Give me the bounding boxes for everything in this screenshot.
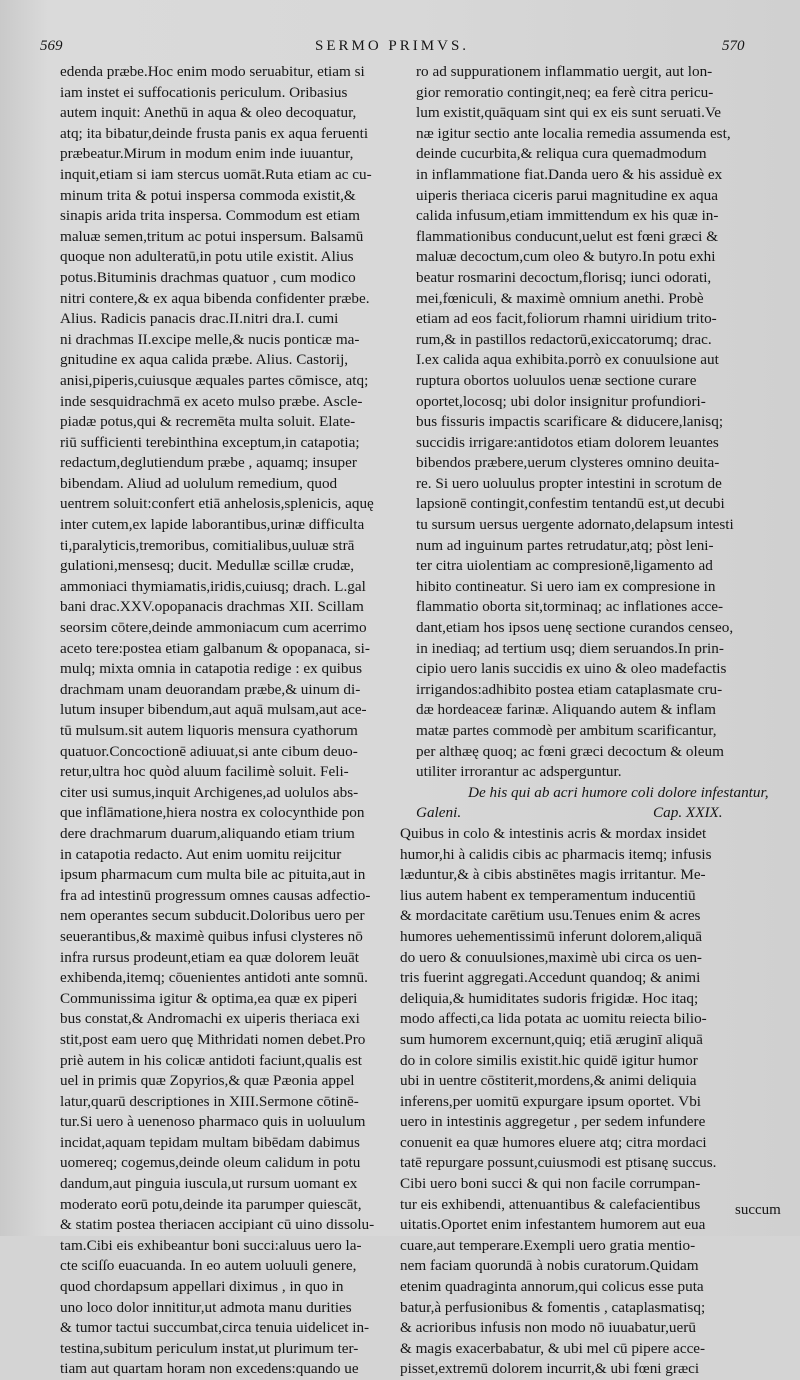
text-line: uiperis theriaca ciceris parui magnitudine ex aqua — [416, 186, 718, 204]
text-line: do uero & conuulsiones,maximè ubi circa os uen- — [400, 948, 702, 966]
text-line: Cibi uero boni succi & qui non facile corrumpan- — [400, 1175, 701, 1193]
text-line: pisset,extremū dolorem incurrit,& ubi fœni græci — [400, 1360, 700, 1378]
text-line: & tumor tactui succumbat,circa tenuia uidelicet in- — [60, 1319, 370, 1337]
text-line: inter cutem,ex lapide laborantibus,urinæ difficulta — [60, 516, 365, 534]
text-line: gior remoratio contingit,neq; ea ferè citra pericu- — [416, 83, 714, 101]
text-line: etiam ad eos facit,foliorum rhamni uiridium trito- — [416, 310, 717, 328]
text-line: inferens,per uomitū expurgare ipsum oportet. Vbi — [400, 1092, 702, 1110]
text-line: infra rursus prodeunt,etiam ea quæ dolorem leuāt — [60, 948, 360, 966]
text-line: citer usi sumus,inquit Archigenes,ad uolulos abs- — [60, 783, 359, 801]
text-line: læduntur,& à cibis abstinētes magis irritantur. Me- — [400, 866, 706, 884]
text-line: bus constat,& Andromachi ex uiperis theriaca exi — [60, 1010, 360, 1028]
text-line: tur eis exhibendi, attenuantibus & calefacientibus — [400, 1195, 701, 1213]
text-line: uel in primis quæ Zopyrios,& quæ Pæonia appel — [60, 1072, 355, 1090]
text-line: hibito contineatur. Si uero iam ex compresione in — [416, 577, 716, 595]
left-column — [60, 62, 390, 1380]
text-line: nitri contere,& ex aqua bibenda confidenter præbe. — [60, 289, 370, 307]
text-line: seuerantibus,& maximè quibus infusi clysteres nō — [60, 927, 363, 945]
text-line: uentrem soluit:confert etiā anhelosis,splenicis, aquę — [60, 495, 374, 513]
text-line: lapsionē contingit,confestim tentandū est,ut decubi — [416, 495, 725, 513]
text-line: piadæ potus,qui & recremēta multa soluit. Elate- — [60, 413, 356, 431]
text-line: calida infusum,etiam immittendum ex his quæ in- — [416, 207, 719, 225]
text-line: testina,subitum periculum instat,ut plurimum ter- — [60, 1339, 359, 1357]
text-line: beatur rosmarini decoctum,florisq; iunci odorati, — [416, 268, 712, 286]
text-line: & mordacitate carētium usu.Tenues enim & acres — [400, 907, 701, 925]
text-line: potus.Bituminis drachmas quatuor , cum modico — [60, 268, 356, 286]
text-line: flammatio oborta sit,torminaq; ac inflationes acce- — [416, 598, 724, 616]
text-line: maluæ semen,tritum ac potui inspersum. Balsamū — [60, 227, 364, 245]
text-line: humor,hi à calidis cibis ac pharmacis itemq; infusis — [400, 845, 712, 863]
text-line: & statim postea theriacen accipiant cū uino dissolu- — [60, 1216, 375, 1234]
text-line: deinde cucurbita,& reliqua cura quemadmodum — [416, 145, 707, 163]
text-line: aceto tere:postea etiam galbanum & opopanaca, si- — [60, 639, 370, 657]
text-line: tu sursum uersus uergente adornato,delapsum intesti — [416, 516, 734, 534]
text-line: dandum,aut pinguia iuscula,ut rursum uomant ex — [60, 1175, 358, 1193]
text-line: tū mulsum.sit autem liquoris mensura cyathorum — [60, 722, 358, 739]
page-number-left: 569 — [40, 38, 63, 54]
text-line: minum trita & potui inspersa commoda existit,& — [60, 186, 356, 204]
text-line: stit,post eam uero quę Mithridati nomen debet.Pro — [60, 1030, 366, 1048]
text-line: tatē repurgare possunt,cuiusmodi est ptisanę succus. — [400, 1154, 717, 1172]
text-line: uitatis.Oportet enim infestantem humorem aut eua — [400, 1216, 706, 1234]
text-line: Alius. Radicis panacis drac.II.nitri dra.I. cumi — [60, 310, 339, 328]
text-line: nem faciam quorundā à nobis curatorum.Quidam — [400, 1257, 699, 1275]
text-line: do in colore similis existit.hic quidē igitur humor — [400, 1051, 698, 1069]
text-line: cipio uero lanis succidis ex uino & oleo madefactis — [416, 660, 727, 678]
page-number-right: 570 — [722, 38, 745, 54]
text-line: Quibus in colo & intestinis acris & mordax insidet — [400, 824, 707, 842]
text-line: ter citra uiolentiam ac compresionē,ligamento ad — [416, 557, 713, 575]
text-line: seorsim cōtere,deinde ammoniacum cum acerrimo — [60, 619, 367, 637]
text-line: priè autem in his colicæ antidoti faciunt,qualis est — [60, 1051, 362, 1069]
text-line: bibendam. Aliud ad uolulum remedium, quod — [60, 474, 338, 492]
text-line: sinapis arida trita inspersa. Commodum est etiam — [60, 207, 360, 225]
text-line: in inflammatione fiat.Danda uero & his assiduè ex — [416, 165, 723, 183]
text-line: humores uehementissimū inferunt dolorem,aliquā — [400, 927, 702, 945]
text-line: modo affecti,ca lida potata ac uomitu reiecta bilio- — [400, 1010, 707, 1028]
text-line: Communissima igitur & optima,ea quæ ex piperi — [60, 989, 358, 1007]
text-line: bibendos præbere,uerum clysteres omnino deuita- — [416, 454, 720, 472]
text-line: autem inquit: Anethū in aqua & oleo decoquatur, — [60, 104, 357, 122]
text-line: etenim quadraginta annorum,qui colicus esse puta — [400, 1278, 704, 1296]
text-line: ubi in uentre cōstiterit,mordens,& animi deliquia — [400, 1072, 697, 1090]
text-line: lius autem habent ex temperamentum inducentiū — [400, 886, 696, 904]
text-line: dæ hordeaceæ farinæ. Aliquando autem & inflam — [416, 701, 716, 719]
text-line: cte sciſſo euacuanda. In eo autem uoluuli genere, — [60, 1257, 357, 1275]
text-line: inde sesquidrachmā ex aceto mulso præbe. Ascle- — [60, 392, 363, 410]
text-line: tam.Cibi eis exhibeantur boni succi:aluus uero la- — [60, 1236, 362, 1254]
right-column-text-top — [416, 62, 772, 783]
text-line: mulq; mixta omnia in catapotia redige : ex quibus — [60, 660, 362, 678]
page-header — [0, 38, 800, 58]
text-line: sum humorem excernunt,quiq; etiā æruginī aliquā — [400, 1030, 703, 1048]
text-line: batur,à perfusionibus & fomentis , cataplasmatisq; — [400, 1298, 706, 1316]
text-line: conuenit ea quæ humores eluere atq; citra mordaci — [400, 1133, 707, 1151]
text-line: gnitudine ex aqua calida præbe. Alius. Castorij, — [60, 351, 349, 369]
text-line: I.ex calida aqua exhibita.porrò ex conuulsione aut — [416, 351, 719, 369]
text-line: latur,quarū descriptiones in XIII.Sermone cōtinē- — [60, 1092, 359, 1110]
text-line: in catapotia redacto. Aut enim uomitu reijcitur — [60, 845, 342, 863]
text-line: incidat,aquam tepidam multam bibēdam dabimus — [60, 1133, 360, 1151]
text-line: maluæ decoctum,cum oleo & butyro.In potu exhi — [416, 248, 716, 266]
text-line: quatuor.Concoctionē adiuuat,si ante cibum deuo- — [60, 742, 358, 760]
text-line: iam instet ei suffocationis periculum. Oribasius — [60, 83, 348, 101]
text-line: ti,paralyticis,tremoribus, comitialibus,uuluæ strā — [60, 536, 355, 554]
text-line: in inediaq; ad tertium usq; diem seruandos.In prin- — [416, 639, 724, 657]
text-line: retur,ultra hoc quòd aluum facilimè soluit. Feli- — [60, 763, 349, 781]
text-line: matæ partes commodè per ambitum scarificantur, — [416, 722, 717, 739]
text-line: flammationibus conducunt,uelut est fœni græci & — [416, 227, 719, 245]
chapter-title: De his qui ab acri humore coli dolore infestantur, — [468, 783, 769, 801]
text-line: anisi,piperis,cuiusque æquales partes cōmisce, atq; — [60, 371, 369, 389]
text-line: uomereq; cogemus,deinde oleum calidum in potu — [60, 1154, 361, 1172]
catchword: succum — [735, 1202, 781, 1218]
text-line: inquit,etiam si iam stercus uomāt.Ruta etiam ac cu- — [60, 165, 372, 183]
text-line: quod chordapsum appellari diximus , in quo in — [60, 1278, 344, 1296]
text-line: fra ad intestinū progressum omnes causas adfectio- — [60, 886, 371, 904]
text-line: tris fuerint aggregati.Accedunt quandoq; & animi — [400, 969, 701, 987]
text-line: que inflāmatione,hiera nostra ex colocynthide pon — [60, 804, 365, 822]
text-line: irrigandos:adhibito postea etiam cataplasmate cru- — [416, 680, 723, 698]
text-line: mei,fœniculi, & maximè omnium anethi. Probè — [416, 289, 704, 307]
text-line: næ igitur sectio ante localia remedia assumenda est, — [416, 124, 731, 142]
text-line: oportet,locosq; ubi dolor insignitur profundiori- — [416, 392, 706, 410]
right-column-text-bottom — [400, 824, 772, 1380]
running-title: SERMO PRIMVS. — [315, 38, 470, 54]
text-line: dant,etiam hos ipsos uenę sectione curandos censeo, — [416, 619, 734, 637]
text-line: ipsum pharmacum cum multa bile ac pituita,aut in — [60, 866, 366, 884]
chapter-source: Galeni. — [416, 804, 462, 822]
text-line: atq; ita bibatur,deinde frusta panis ex aqua feruenti — [60, 124, 369, 142]
text-line: lutum insuper bibendum,aut aquā mulsam,aut ace- — [60, 701, 367, 719]
text-line: succidis irrigare:antidotos etiam dolorem leuantes — [416, 433, 719, 451]
text-line: tur.Si uero à uenenoso pharmaco quis in uoluulum — [60, 1113, 366, 1131]
text-line: rum,& in pastillos redactorū,exiccatorumq; drac. — [416, 330, 712, 348]
text-line: moderato eorū potu,deinde ita parumper quiescāt, — [60, 1195, 362, 1213]
text-line: ni drachmas II.excipe melle,& nucis ponticæ ma- — [60, 330, 360, 348]
text-line: tiam aut quartam horam non excedens:quando ue — [60, 1360, 359, 1378]
chapter-heading-line — [416, 803, 772, 824]
text-line: re. Si uero uoluulus propter intestini in scrotum de — [416, 474, 722, 492]
text-line: deliquia,& humiditates sudoris frigidæ. Hoc itaq; — [400, 989, 699, 1007]
text-line: uno loco dolor innititur,ut admota manu durities — [60, 1298, 352, 1316]
text-line: quoque non adulteratū,in potu utile existit. Alius — [60, 248, 354, 266]
text-line: ro ad suppurationem inflammatio uergit, aut lon- — [416, 63, 713, 80]
text-line: gulationi,mensesq; ducit. Medullæ scillæ crudæ, — [60, 557, 355, 575]
text-line: ruptura obortos uoluulos uenæ sectione curare — [416, 371, 697, 389]
text-line: num ad inguinum partes retrudatur,atq; pòst leni- — [416, 536, 714, 554]
text-line: cuare,aut temperare.Exempli uero gratia mentio- — [400, 1236, 696, 1254]
text-line: dere drachmarum duarum,aliquando etiam trium — [60, 824, 355, 842]
text-line: riū sufficienti terebinthina exceptum,in catapotia; — [60, 433, 360, 451]
text-line: per althæę quoq; ac fœni græci decoctum & oleum — [416, 742, 724, 760]
chapter-number: Cap. XXIX. — [653, 804, 723, 822]
text-line: bus fissuris impactis scarificare & diducere,lanisq; — [416, 413, 724, 431]
text-line: bani drac.XXV.opopanacis drachmas XII. Scillam — [60, 598, 364, 616]
text-line: lum existit,quāquam sint qui ex eis sunt seruati.Ve — [416, 104, 721, 122]
text-line: exhibenda,itemq; cōuenientes antidoti ante somnū. — [60, 969, 368, 987]
text-line: & magis exacerbabatur, & ubi mel cū pipere acce- — [400, 1339, 706, 1357]
right-column — [400, 62, 772, 1380]
text-line: edenda præbe.Hoc enim modo seruabitur, etiam si — [60, 63, 365, 80]
text-line: redactum,deglutiendum præbe , aquamq; insuper — [60, 454, 357, 472]
text-line: uero in intestinis aggregetur , per sedem infundere — [400, 1113, 706, 1131]
text-line: ammoniaci thymiamatis,iridis,cuiusq; drach. L.gal — [60, 577, 366, 595]
text-line: utiliter irrorantur ac adsperguntur. — [416, 763, 622, 781]
text-line: & acrioribus infusis non modo nō iuuabatur,uerū — [400, 1319, 696, 1337]
text-line: drachmam unam deuorandam præbe,& uinum di- — [60, 680, 361, 698]
text-line: nem operantes secum subducit.Doloribus uero per — [60, 907, 365, 925]
text-line: præbeatur.Mirum in modum enim inde iuuantur, — [60, 145, 354, 163]
